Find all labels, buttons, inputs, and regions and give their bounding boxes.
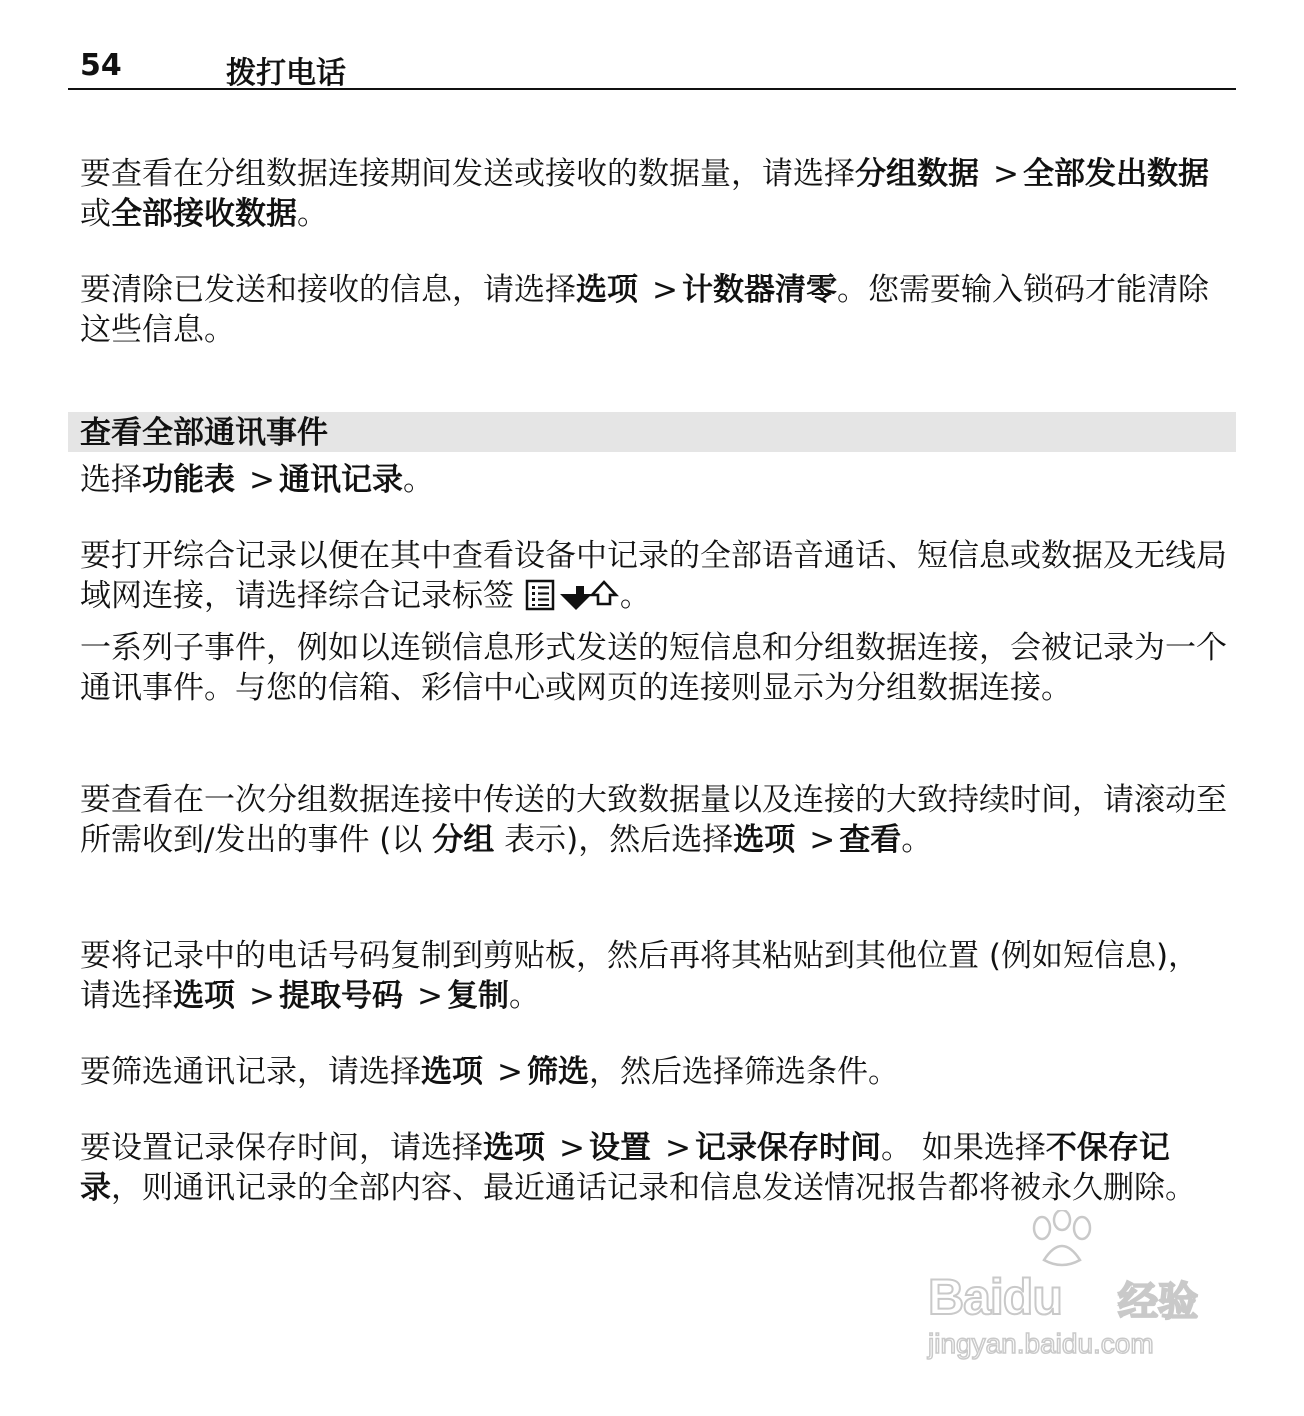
paragraph-filter-log [80,1052,1230,1092]
menu-term-view: 查看 [839,822,902,858]
menu-term-all-received: 全部接收数据 [111,196,297,232]
text: 。 如果选择 [880,1130,1046,1166]
menu-term-packet: 分组 [432,822,495,858]
menu-separator: > [664,1130,691,1166]
menu-separator: > [652,272,678,308]
menu-term-options: 选项 [421,1054,483,1090]
menu-term-options: 选项 [483,1130,545,1166]
menu-separator: > [559,1130,585,1166]
watermark-label: 经验 [1118,1279,1198,1325]
menu-separator: > [416,978,443,1014]
text: 。 [402,462,434,498]
text: ，则通讯记录的全部内容、最近通话记录和信息发送情况报告都将被永久删除。 [111,1170,1196,1206]
menu-term-no-log: 不保存记录 [80,1130,1170,1206]
baidu-jingyan-watermark [922,1210,1232,1370]
paw-icon [1022,1210,1102,1270]
menu-term-filter: 筛选 [526,1054,589,1090]
menu-separator: > [249,462,275,498]
text: 要查看在一次分组数据连接中传送的大致数据量以及连接的大致持续时间，请滚动至所需收到/发出的事件 (以 [80,782,1227,858]
menu-term-copy: 复制 [446,978,509,1014]
paragraph-copy-number [80,936,1230,1016]
menu-term-log: 通讯记录 [278,462,403,498]
menu-term-clear-counters: 计数器清零 [681,272,837,308]
menu-term-settings: 设置 [588,1130,651,1166]
text: 。 [901,822,933,858]
text: 或 [80,196,111,232]
text: 。您需要输入锁码才能清除这些信息。 [80,272,1209,348]
text: 要打开综合记录以便在其中查看设备中记录的全部语音通话、短信息或数据及无线局域网连接，请选择综合记录标签 [80,538,1227,614]
paragraph-log-duration [80,1128,1230,1208]
menu-term-log-duration: 记录保存时间 [694,1130,881,1166]
menu-term-all-sent: 全部发出数据 [1022,156,1209,192]
text: 要清除已发送和接收的信息，请选择 [80,272,576,308]
menu-separator: > [497,1054,523,1090]
menu-term-options: 选项 [733,822,796,858]
text: 要设置记录保存时间，请选择 [80,1130,483,1166]
text: 要查看在分组数据连接期间发送或接收的数据量，请选择 [80,156,855,192]
menu-term-use-number: 提取号码 [278,978,403,1014]
menu-separator: > [809,822,836,858]
menu-separator: > [993,156,1019,192]
text: 要筛选通讯记录，请选择 [80,1054,421,1090]
text: 要将记录中的电话号码复制到剪贴板，然后再将其粘贴到其他位置 (例如短信息)，请选择 [80,938,1200,1014]
section-heading-bar [68,412,1236,452]
menu-term-menu: 功能表 [142,462,235,498]
paragraph-view-data-amount [80,780,1230,860]
page-header [68,42,1236,90]
paragraph-clear-counters [80,270,1230,350]
watermark-url: jingyan.baidu.com [928,1328,1154,1359]
general-log-tab-icon [524,578,620,622]
section-title: 查看全部通讯事件 [80,415,328,451]
menu-separator: > [249,978,275,1014]
paragraph-general-log [80,536,1230,622]
text: 。 [297,196,328,232]
page-number: 54 [80,48,122,83]
text: 选择 [80,462,142,498]
watermark-logo: Baidu [928,1269,1062,1325]
menu-term-options: 选项 [173,978,235,1014]
paragraph-select-log [80,460,1230,500]
text: 。 [619,578,651,614]
text: 。 [508,978,540,1014]
menu-term-packet-data: 分组数据 [855,156,979,192]
paragraph-sub-events [80,628,1230,708]
text: 一系列子事件，例如以连锁信息形式发送的短信息和分组数据连接，会被记录为一个通讯事件。与您的信箱、彩信中心或网页的连接则显示为分组数据连接。 [80,630,1227,706]
chapter-title: 拨打电话 [226,56,346,91]
menu-term-options: 选项 [576,272,638,308]
text: 表示)，然后选择 [504,822,734,858]
text: ，然后选择筛选条件。 [588,1054,899,1090]
paragraph-packet-data-amount [80,154,1230,234]
